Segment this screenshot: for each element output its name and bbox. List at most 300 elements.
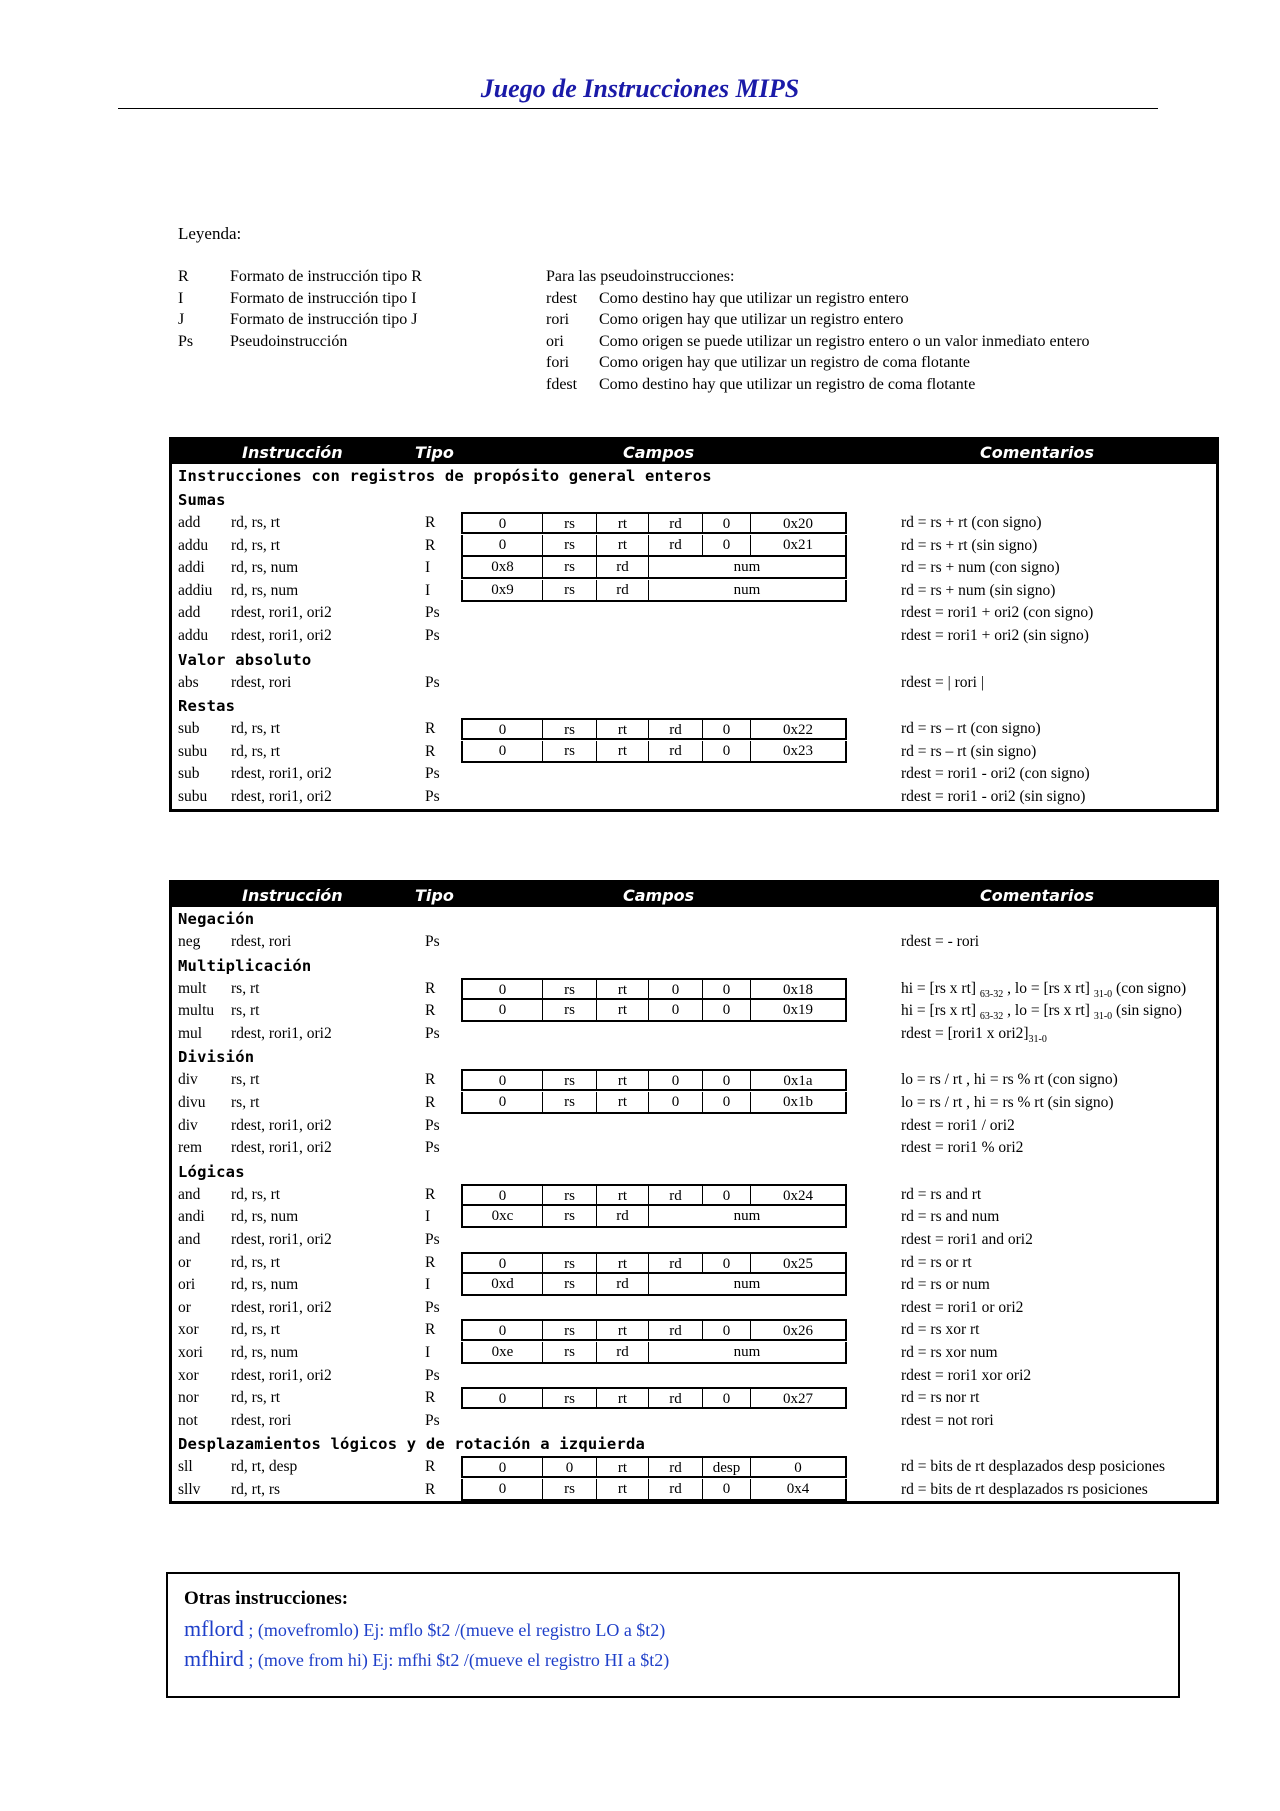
- operands: rdest, rori1, ori2: [231, 1139, 332, 1157]
- instruction-type: Ps: [425, 604, 440, 622]
- field-cell: 0x22: [783, 722, 813, 739]
- instruction-type: Ps: [425, 1411, 440, 1429]
- comment-text: rdest = rori1 xor ori2: [901, 1366, 1032, 1384]
- field-cell: 0: [703, 1071, 751, 1089]
- comment: [901, 1321, 979, 1339]
- table-row: [172, 1456, 1216, 1479]
- field-cell: rt: [597, 741, 649, 761]
- field-cell: rs: [543, 1389, 597, 1407]
- table-row: [172, 1092, 1216, 1115]
- field-cell: 0x9: [463, 580, 543, 600]
- field-cell: rs: [543, 1071, 597, 1089]
- table-row: [172, 625, 1216, 648]
- operands: rdest, rori1, ori2: [231, 1230, 332, 1248]
- table-row: [172, 1410, 1216, 1433]
- mnemonic: andi: [178, 1208, 205, 1226]
- instruction-type: R: [425, 720, 436, 738]
- operands: rd, rs, num: [231, 1276, 299, 1294]
- comment: [901, 559, 1060, 577]
- field-cell: 0: [543, 1458, 597, 1476]
- field-layout: [461, 978, 847, 1000]
- mnemonic: or: [178, 1253, 191, 1271]
- field-cell: rd: [649, 1389, 703, 1407]
- header-comentarios: Comentarios: [980, 443, 1094, 462]
- instruction-type: I: [425, 1276, 431, 1294]
- legend-item: fori Como origen hay que utilizar un registro de coma flotante: [546, 354, 970, 371]
- field-cell: 0x27: [783, 1391, 813, 1408]
- instruction-type: I: [425, 581, 431, 599]
- field-cell: rs: [543, 980, 597, 998]
- mnemonic: xor: [178, 1366, 199, 1384]
- table-row: [172, 931, 1216, 954]
- field-cell: 0: [703, 1000, 751, 1020]
- field-cell: 0x8: [463, 557, 543, 577]
- operands: rd, rs, rt: [231, 742, 281, 760]
- field-cell: 0: [463, 1254, 543, 1272]
- field-cell: 0x1a: [783, 1073, 813, 1090]
- comment: [901, 980, 1186, 1000]
- legend-heading: Leyenda:: [178, 224, 242, 243]
- field-layout: [461, 512, 847, 534]
- field-cell: 0: [703, 1254, 751, 1272]
- comment-text: hi = [rs x rt]: [901, 1002, 980, 1020]
- field-cell: num: [733, 1208, 761, 1225]
- table-row: [172, 1023, 1216, 1046]
- field-cell: 0: [703, 1186, 751, 1204]
- field-cell: rd: [649, 535, 703, 555]
- table-row: [172, 1000, 1216, 1023]
- comment: [901, 1071, 1118, 1089]
- comment: [901, 1094, 1114, 1112]
- comment-text: rdest = rori1 - ori2 (con signo): [901, 765, 1090, 783]
- operands: rd, rs, rt: [231, 720, 281, 738]
- operands: rdest, rori1, ori2: [231, 1298, 332, 1316]
- mnemonic: multu: [178, 1002, 215, 1020]
- comment-text: rd = rs + rt (con signo): [901, 514, 1042, 531]
- field-cell: 0: [649, 1071, 703, 1089]
- comment-text: rdest = not rori: [901, 1411, 994, 1429]
- comment-text: rdest = rori1 - ori2 (sin signo): [901, 787, 1086, 805]
- comment: [901, 1139, 1023, 1157]
- mnemonic: addi: [178, 559, 205, 577]
- comment-text: (sin signo): [1112, 1002, 1182, 1020]
- comment: [901, 1186, 981, 1204]
- operands: rd, rs, rt: [231, 1253, 281, 1271]
- comment-text: lo = rs / rt , hi = rs % rt (con signo): [901, 1071, 1118, 1089]
- comment-text: rd = rs or num: [901, 1276, 990, 1294]
- comment-text: (con signo): [1112, 979, 1187, 997]
- table-row: [172, 557, 1216, 580]
- comment: [901, 514, 1042, 532]
- table-row: [172, 1115, 1216, 1138]
- field-cell: 0: [794, 1460, 802, 1477]
- comment: [901, 604, 1093, 622]
- table-row: [172, 1274, 1216, 1297]
- comment-text: rdest = rori1 + ori2 (con signo): [901, 604, 1094, 622]
- field-layout: [461, 1319, 847, 1341]
- comment-text: rdest = rori1 and ori2: [901, 1230, 1033, 1248]
- instruction-type: Ps: [425, 1366, 440, 1384]
- comment-text: lo = rs / rt , hi = rs % rt (sin signo): [901, 1093, 1114, 1111]
- table-row: [172, 602, 1216, 625]
- field-layout: [461, 1274, 847, 1296]
- table-row: [172, 1479, 1216, 1502]
- operands: rdest, rori1, ori2: [231, 626, 332, 644]
- comment: [901, 582, 1055, 600]
- instruction-type: Ps: [425, 933, 440, 950]
- comment-text: rdest = rori1 % ori2: [901, 1139, 1024, 1157]
- table-row: [172, 580, 1216, 603]
- field-cell: 0x1b: [783, 1093, 813, 1110]
- mnemonic: and: [178, 1185, 201, 1203]
- field-cell: 0: [703, 1479, 751, 1499]
- field-cell: rs: [543, 1274, 597, 1294]
- field-cell: 0: [703, 1321, 751, 1339]
- field-cell: rs: [543, 1000, 597, 1020]
- comment: [901, 1412, 994, 1430]
- comment-text: rd = rs – rt (con signo): [901, 720, 1041, 738]
- instruction-type: I: [425, 559, 431, 577]
- field-cell: rt: [597, 1321, 649, 1339]
- comment-text: rd = rs + rt (sin signo): [901, 536, 1038, 554]
- comment-subscript: 63-32: [979, 988, 1004, 1000]
- legend-item: rori Como origen hay que utilizar un registro entero: [546, 311, 904, 328]
- mnemonic: or: [178, 1298, 191, 1316]
- comment-text: rdest = - rori: [901, 933, 980, 950]
- other-line-mfhi: mfhird ; (move from hi) Ej: mfhi $t2 /(mueve el registro HI a $t2): [184, 1646, 670, 1671]
- field-cell: 0x18: [783, 981, 813, 998]
- instruction-type: R: [425, 1185, 436, 1203]
- other-line-mflo: mflord ; (movefromlo) Ej: mflo $t2 /(mueve el registro LO a $t2): [184, 1616, 666, 1641]
- field-cell: 0: [463, 535, 543, 555]
- comment-text: rd = rs xor num: [901, 1343, 998, 1361]
- field-cell: 0: [649, 980, 703, 998]
- field-cell: rs: [543, 535, 597, 555]
- field-cell: 0: [463, 514, 543, 532]
- comment: [901, 933, 979, 951]
- field-cell: 0: [703, 1389, 751, 1407]
- operands: rd, rs, rt: [231, 1389, 281, 1407]
- comment: [901, 1117, 1015, 1135]
- table-row: [172, 1184, 1216, 1207]
- comment-text: rdest = | rori |: [901, 673, 984, 691]
- legend-item: R Formato de instrucción tipo R: [178, 268, 422, 285]
- section-heading: Sumas: [178, 491, 226, 509]
- operands: rdest, rori: [231, 1411, 292, 1429]
- field-cell: 0: [703, 720, 751, 738]
- comment: [901, 1025, 1047, 1045]
- mnemonic: addu: [178, 626, 209, 644]
- instruction-type: R: [425, 979, 436, 997]
- field-cell: desp: [703, 1458, 751, 1476]
- table-body: [172, 907, 1216, 1501]
- header-tipo: Tipo: [415, 886, 454, 905]
- operands: rdest, rori1, ori2: [231, 1116, 332, 1134]
- mnemonic: ori: [178, 1276, 196, 1294]
- field-layout: [461, 718, 847, 740]
- field-cell: 0: [463, 980, 543, 998]
- instruction-type: Ps: [425, 1139, 440, 1157]
- field-layout: [461, 1184, 847, 1206]
- field-cell: rt: [597, 980, 649, 998]
- legend-right: [546, 266, 1090, 395]
- mnemonic: sub: [178, 765, 200, 783]
- table-row: [172, 1229, 1216, 1252]
- mnemonic: subu: [178, 787, 208, 805]
- operands: rs, rt: [231, 1002, 260, 1020]
- table-row: [172, 1365, 1216, 1388]
- comment-text: rd = rs and rt: [901, 1185, 982, 1203]
- comment: [901, 1458, 1165, 1476]
- table-row: [172, 672, 1216, 695]
- field-cell: rs: [543, 741, 597, 761]
- field-layout: [461, 1342, 847, 1364]
- legend-item: rdest Como destino hay que utilizar un registro entero: [546, 289, 909, 307]
- field-cell: 0: [463, 1071, 543, 1089]
- comment: [901, 1344, 998, 1362]
- field-cell: rt: [597, 1458, 649, 1476]
- operands: rdest, rori1, ori2: [231, 604, 332, 622]
- operands: rdest, rori1, ori2: [231, 1366, 332, 1384]
- instruction-type: R: [425, 1389, 436, 1407]
- field-cell: 0: [463, 1186, 543, 1204]
- field-cell: 0: [463, 1458, 543, 1476]
- title-rule: [118, 108, 1158, 109]
- field-cell: rs: [543, 557, 597, 577]
- operands: rdest, rori1, ori2: [231, 1024, 332, 1042]
- field-cell: rs: [543, 1342, 597, 1362]
- comment: [901, 1299, 1023, 1317]
- operands: rdest, rori1, ori2: [231, 765, 332, 783]
- field-layout: [461, 1092, 847, 1114]
- mnemonic: addu: [178, 536, 209, 554]
- instruction-type: Ps: [425, 1116, 440, 1134]
- field-cell: 0: [463, 1389, 543, 1407]
- field-cell: 0: [703, 1092, 751, 1112]
- field-cell: 0x20: [783, 516, 813, 532]
- legend-right-heading: Para las pseudoinstrucciones:: [546, 268, 735, 285]
- field-layout: [461, 1206, 847, 1228]
- comment-text: rd = rs + num (con signo): [901, 559, 1060, 577]
- comment-text: rd = rs – rt (sin signo): [901, 742, 1037, 760]
- page-title: Juego de Instrucciones MIPS: [480, 74, 800, 103]
- comment: [901, 674, 984, 692]
- comment-text: rd = bits de rt desplazados desp posiciones: [901, 1458, 1166, 1476]
- mnemonic: abs: [178, 673, 199, 691]
- comment: [901, 1254, 972, 1272]
- field-cell: 0: [463, 1479, 543, 1499]
- table-row: [172, 1319, 1216, 1342]
- field-cell: rt: [597, 514, 649, 532]
- instruction-type: Ps: [425, 787, 440, 805]
- field-layout: [461, 557, 847, 579]
- field-layout: [461, 1069, 847, 1091]
- field-cell: 0x23: [783, 742, 813, 759]
- field-cell: rt: [597, 1479, 649, 1499]
- field-cell: 0: [703, 535, 751, 555]
- other-title: Otras instrucciones:: [184, 1588, 349, 1609]
- field-cell: rs: [543, 1092, 597, 1112]
- field-cell: 0: [703, 980, 751, 998]
- instruction-type: Ps: [425, 1230, 440, 1248]
- field-cell: rs: [543, 720, 597, 738]
- section-heading: Multiplicación: [178, 956, 312, 975]
- comment: [901, 720, 1041, 738]
- comment-text: rd = rs or rt: [901, 1253, 972, 1271]
- mnemonic: xor: [178, 1321, 199, 1339]
- field-cell: rd: [649, 720, 703, 738]
- other-instructions-box: [166, 1572, 1180, 1698]
- instruction-type: R: [425, 742, 436, 760]
- instruction-type: Ps: [425, 673, 440, 691]
- operands: rs, rt: [231, 979, 260, 997]
- comment: [901, 627, 1089, 645]
- header-tipo: Tipo: [415, 443, 454, 462]
- operands: rdest, rori1, ori2: [231, 787, 332, 805]
- field-cell: 0: [463, 1000, 543, 1020]
- section-heading: Restas: [178, 697, 236, 716]
- field-cell: rd: [649, 1254, 703, 1272]
- mnemonic: div: [178, 1116, 198, 1134]
- section-heading: Negación: [178, 910, 255, 928]
- instruction-type: Ps: [425, 1024, 440, 1042]
- table-row: [172, 786, 1216, 809]
- comment: [901, 765, 1090, 783]
- comment-text: , lo = [rs x rt]: [1003, 979, 1094, 997]
- table-row: [172, 741, 1216, 764]
- operands: rdest, rori: [231, 673, 292, 691]
- comment: [901, 788, 1085, 806]
- field-cell: 0: [649, 1092, 703, 1112]
- operands: rd, rs, rt: [231, 1321, 281, 1339]
- header-instruccion: Instrucción: [242, 443, 343, 462]
- comment: [901, 743, 1036, 761]
- legend-item: I Formato de instrucción tipo I: [178, 289, 417, 307]
- mnemonic: div: [178, 1071, 198, 1089]
- field-layout: [461, 535, 847, 557]
- table-row: [172, 763, 1216, 786]
- mnemonic: divu: [178, 1093, 206, 1111]
- field-cell: 0: [463, 1321, 543, 1339]
- field-layout: [461, 1387, 847, 1409]
- mnemonic: not: [178, 1411, 198, 1429]
- field-cell: rd: [649, 1321, 703, 1339]
- field-cell: 0xc: [463, 1206, 543, 1226]
- field-cell: rs: [543, 514, 597, 532]
- operands: rd, rt, rs: [231, 1480, 281, 1498]
- table-header: [172, 883, 1216, 907]
- field-layout: [461, 741, 847, 763]
- operands: rd, rs, num: [231, 1343, 299, 1361]
- header-campos: Campos: [623, 443, 695, 462]
- instruction-type: I: [425, 1208, 431, 1226]
- field-cell: rd: [649, 1186, 703, 1204]
- table-row: [172, 978, 1216, 1001]
- field-cell: rt: [597, 1071, 649, 1089]
- section-heading: Lógicas: [178, 1162, 245, 1181]
- comment: [901, 1367, 1031, 1385]
- instruction-type: R: [425, 1002, 436, 1020]
- field-cell: rs: [543, 1186, 597, 1204]
- legend-item: ori Como origen se puede utilizar un registro entero o un valor inmediato entero: [546, 332, 1090, 350]
- comment: [901, 537, 1037, 555]
- operands: rd, rs, num: [231, 559, 299, 577]
- field-cell: rt: [597, 1389, 649, 1407]
- table-row: [172, 512, 1216, 535]
- instruction-type: R: [425, 1253, 436, 1271]
- instruction-table-2: [169, 880, 1219, 1504]
- field-cell: rt: [597, 1254, 649, 1272]
- field-cell: rd: [649, 514, 703, 532]
- comment: [901, 1389, 979, 1407]
- section-heading: División: [178, 1048, 255, 1067]
- mnemonic: xori: [178, 1343, 203, 1361]
- comment-text: hi = [rs x rt]: [901, 979, 980, 997]
- field-cell: rs: [543, 1321, 597, 1339]
- field-cell: 0: [463, 1092, 543, 1112]
- operands: rd, rs, num: [231, 1208, 299, 1226]
- field-cell: rd: [649, 741, 703, 761]
- mnemonic: addiu: [178, 581, 213, 599]
- header-instruccion: Instrucción: [242, 886, 343, 905]
- table-row: [172, 1297, 1216, 1320]
- mnemonic: sll: [178, 1458, 193, 1476]
- field-cell: rt: [597, 720, 649, 738]
- field-cell: 0: [463, 720, 543, 738]
- comment-text: rd = rs xor rt: [901, 1321, 980, 1339]
- instruction-type: R: [425, 1093, 436, 1111]
- comment-subscript: 63-32: [979, 1011, 1004, 1023]
- table-header: [172, 440, 1216, 464]
- operands: rd, rs, rt: [231, 1185, 281, 1203]
- field-cell: rt: [597, 1000, 649, 1020]
- instruction-type: Ps: [425, 626, 440, 644]
- field-cell: rt: [597, 1186, 649, 1204]
- mnemonic: add: [178, 514, 201, 531]
- comment-text: rdest = rori1 / ori2: [901, 1116, 1015, 1134]
- field-cell: rt: [597, 535, 649, 555]
- field-cell: rd: [597, 1206, 649, 1226]
- field-cell: rd: [597, 1342, 649, 1362]
- table-row: [172, 1206, 1216, 1229]
- legend-item: Ps Pseudoinstrucción: [178, 332, 348, 350]
- legend-item: J Formato de instrucción tipo J: [178, 311, 418, 328]
- comment-text: rdest = rori1 or ori2: [901, 1298, 1024, 1316]
- mnemonic: sub: [178, 720, 200, 738]
- instruction-type: R: [425, 536, 436, 554]
- instruction-type: Ps: [425, 1298, 440, 1316]
- table-row: [172, 1387, 1216, 1410]
- instruction-type: Ps: [425, 765, 440, 783]
- field-layout: [461, 1479, 847, 1501]
- comment: [901, 1481, 1148, 1499]
- field-layout: [461, 1456, 847, 1478]
- comment-subscript: 31-0: [1093, 988, 1113, 1000]
- field-layout: [461, 1000, 847, 1022]
- comment-subscript: 31-0: [1093, 1011, 1113, 1023]
- mnemonic: mul: [178, 1024, 203, 1042]
- field-cell: 0x4: [786, 1480, 810, 1497]
- field-cell: num: [733, 1276, 761, 1293]
- field-cell: 0: [463, 741, 543, 761]
- field-cell: rs: [543, 1479, 597, 1499]
- operands: rs, rt: [231, 1071, 260, 1089]
- comment: [901, 1002, 1182, 1022]
- mnemonic: and: [178, 1230, 201, 1248]
- instruction-type: R: [425, 1458, 436, 1476]
- field-cell: rd: [649, 1458, 703, 1476]
- field-layout: [461, 580, 847, 602]
